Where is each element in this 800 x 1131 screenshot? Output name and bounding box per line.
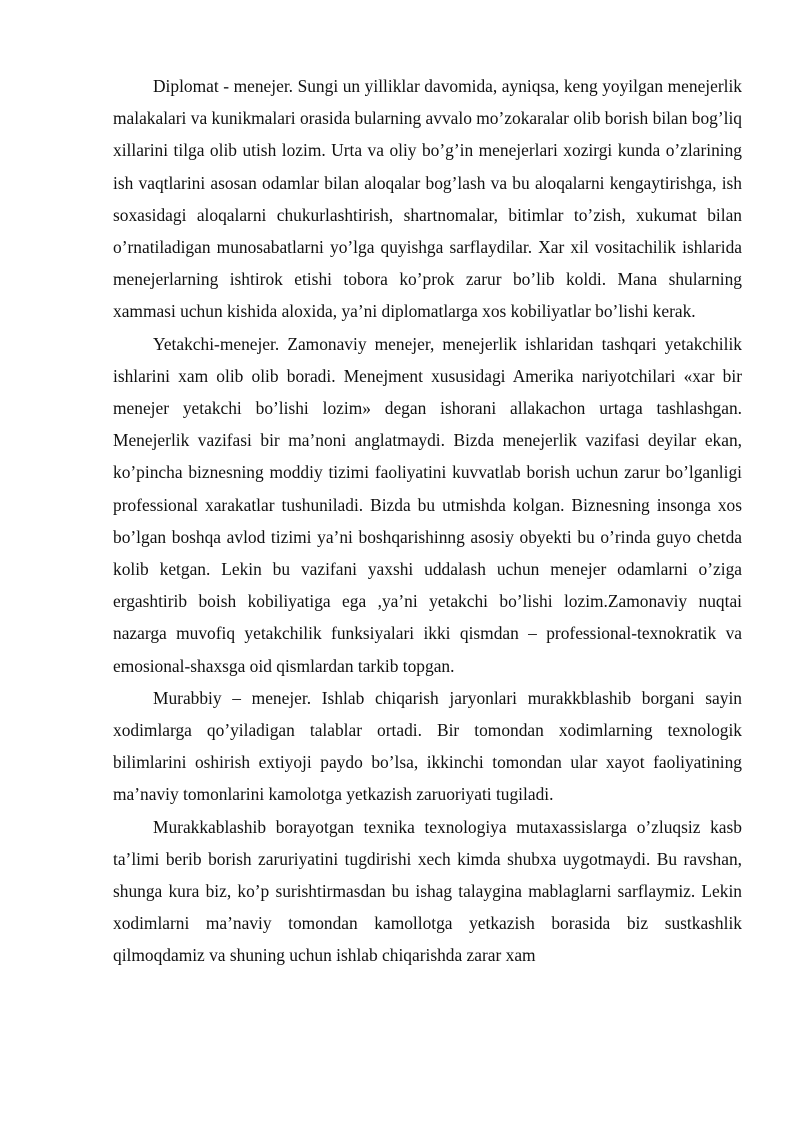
document-page <box>113 70 742 972</box>
paragraph-mentor-manager: Murabbiy – menejer. Ishlab chiqarish jaryonlari murakkblashib borgani sayin xodimlarga qo’yiladigan talablar ortadi. Bir tomondan xodimlarning texnologik bilimlarini oshirish extiyoji paydo bo’lsa, ikkinchi tomondan ular xayot faoliyatining ma’naviy tomonlarini kamolotga yetkazish zaruoriyati tugiladi. <box>113 687 742 805</box>
paragraph-diplomat-manager: Diplomat - menejer. Sungi un yilliklar davomida, ayniqsa, keng yoyilgan menejerlik malakalari va kunikmalari orasida bularning avvalo mo’zokaralar olib borish bilan bog’liq xillarini tilga olib utish lozim. Urta va oliy bo’g’in menejerlari xozirgi kunda o’zlarining ish vaqtlarini asosan odamlar bilan aloqalar bog’lash va bu aloqalarni kengaytirishga, ish soxasidagi aloqalarni chukurlashtirish, shartnomalar, bitimlar to’zish, xukumat bilan o’rnatiladigan munosabatlarni yo’lga quyishga sarflaydilar. Xar xil vositachilik ishlarida menejerlarning ishtirok etishi tobora ko’prok zarur bo’lib koldi. Mana shularning xammasi uchun kishida aloxida, ya’ni diplomatlarga xos kobiliyatlar bo’lishi kerak. <box>113 76 742 322</box>
paragraph-technology-training: Murakkablashib borayotgan texnika texnologiya mutaxassislarga o’zluqsiz kasb ta’limi berib borish zaruriyatini tugdirishi xech kimda shubxa uygotmaydi. Bu ravshan, shunga kura biz, ko’p surishtirmasdan bu ishag talaygina mablaglarni sarflaymiz. Lekin xodimlarni ma’naviy tomondan kamollotga yetkazish borasida biz sustkashlik qilmoqdamiz va shuning uchun ishlab chiqarishda zarar xam <box>113 816 742 966</box>
paragraph-leader-manager: Yetakchi-menejer. Zamonaviy menejer, menejerlik ishlaridan tashqari yetakchilik ishlarini xam olib olib boradi. Menejment xususidagi Amerika nariyotchilari «xar bir menejer yetakchi bo’lishi lozim» degan ishorani allakachon urtaga tashlashgan. Menejerlik vazifasi bir ma’noni anglatmaydi. Bizda menejerlik vazifasi deyilar ekan, ko’pincha biznesning moddiy tizimi faoliyatini kuvvatlab borish uchun zarur bo’lganligi professional xarakatlar tushuniladi. Bizda bu utmishda kolgan. Biznesning insonga xos bo’lgan boshqa avlod tizimi ya’ni boshqarishinng asosiy obyekti bu o’rinda guyo chetda kolib ketgan. Lekin bu vazifani yaxshi uddalash uchun menejer odamlarni o’ziga ergashtirib boish kobiliyatiga ega ,ya’ni yetakchi bo’lishi lozim.Zamonaviy nuqtai nazarga muvofiq yetakchilik funksiyalari ikki qismdan – professional-texnokratik va emosional-shaxsga oid qismlardan tarkib topgan. <box>113 333 742 676</box>
